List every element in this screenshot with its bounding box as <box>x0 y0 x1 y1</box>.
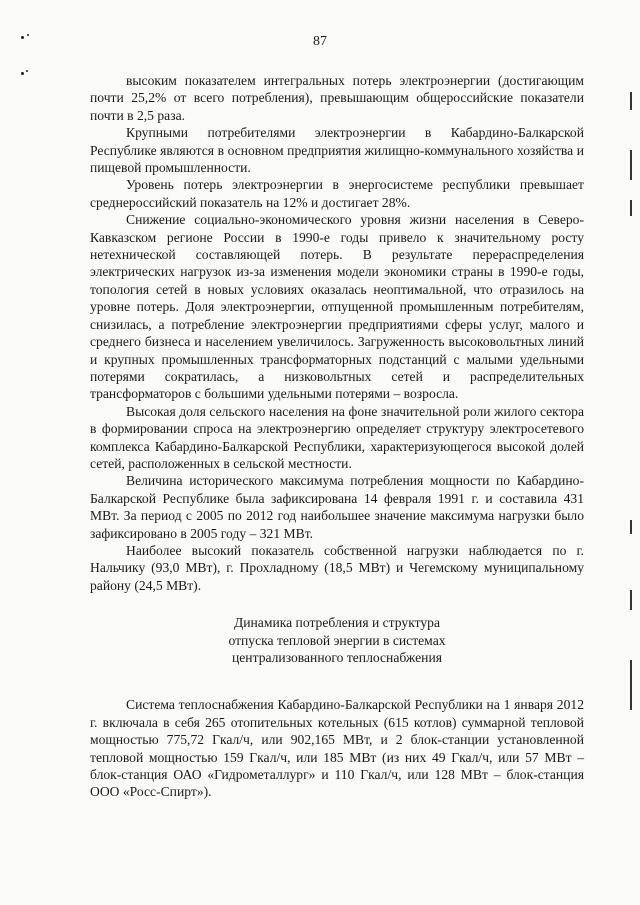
paragraph-socioeconomic-decline: Снижение социально-экономического уровня жизни населения в Северо-Кавказском регионе России в 1990-е годы привело к значительному росту нетехнической составляющей потерь. В результате перераспределения электрических нагрузок из-за изменения модели экономики страны в 1990-е годы, топология сетей в новых условиях оказалась неоптимальной, что отразилось на уровне потерь. Доля электроэнергии, отпущенной промышленным потребителям, снизилась, а потребление электроэнергии предприятиями сферы услуг, малого и среднего бизнеса и населением увеличилось. Загруженность высоковольтных линий и крупных промышленных трансформаторных подстанций с малыми удельными потерями сократилась, а низковольтных сетей и распределительных трансформаторов с большими удельными потерями – возросла. <box>90 212 584 402</box>
paragraph-historical-maximum: Величина исторического максимума потребления мощности по Кабардино-Балкарской Республике была зафиксирована 14 февраля 1991 г. и составила 431 МВт. За период с 2005 по 2012 год наибольшее значение максимума нагрузки было зафиксировано в 2005 году – 321 МВт. <box>90 473 584 541</box>
scan-edge-mark <box>630 520 632 534</box>
paragraph-rural-population: Высокая доля сельского населения на фоне значительной роли жилого сектора в формировании спроса на электроэнергию определяет структуру электросетевого комплекса Кабардино-Балкарской Республики, характеризующегося высокой долей сетей, расположенных в сельской местности. <box>90 403 584 471</box>
paragraph-losses: высоким показателем интегральных потерь электроэнергии (достигающим почти 25,2% от всего потребления), превышающим общероссийские показатели почти в 2,5 раза. <box>90 73 584 123</box>
scan-speck <box>21 72 24 75</box>
paragraph-loss-level: Уровень потерь электроэнергии в энергосистеме республики превышает среднероссийский показатель на 12% и достигает 28%. <box>90 177 584 210</box>
scan-edge-mark <box>630 92 632 110</box>
body-text <box>90 72 584 801</box>
section-heading-line: отпуска тепловой энергии в системах <box>228 632 446 648</box>
section-heading-line: централизованного теплоснабжения <box>232 650 442 665</box>
paragraph-heat-supply-system: Система теплоснабжения Кабардино-Балкарской Республики на 1 января 2012 г. включала в себя 265 отопительных котельных (615 котлов) суммарной тепловой мощностью 775,72 Гкал/ч, или 902,165 МВт, и 2 блок-станции установленной тепловой мощностью 159 Гкал/ч, или 185 МВт (из них 49 Гкал/ч, или 57 МВт – блок-станция ОАО «Гидрометаллург» и 110 Гкал/ч, или 128 МВт – блок-станция ООО «Росс-Спирт»). <box>90 697 584 800</box>
paragraph-major-consumers: Крупными потребителями электроэнергии в Кабардино-Балкарской Республике являются в основном предприятия жилищно-коммунального хозяйства и пищевой промышленности. <box>90 125 584 176</box>
scan-edge-mark <box>630 660 632 710</box>
scan-edge-mark <box>630 200 632 216</box>
section-heading <box>90 614 584 666</box>
scan-edge-mark <box>630 590 632 610</box>
section-heading-line: Динамика потребления и структура <box>233 615 441 631</box>
scan-edge-mark <box>630 150 632 180</box>
scan-speck <box>26 70 28 72</box>
paragraph-own-load: Наиболее высокий показатель собственной нагрузки наблюдается по г. Нальчику (93,0 МВт), г. Прохладному (18,5 МВт) и Чегемскому муниципальному району (24,5 МВт). <box>90 542 584 593</box>
page-number: 87 <box>313 34 327 49</box>
